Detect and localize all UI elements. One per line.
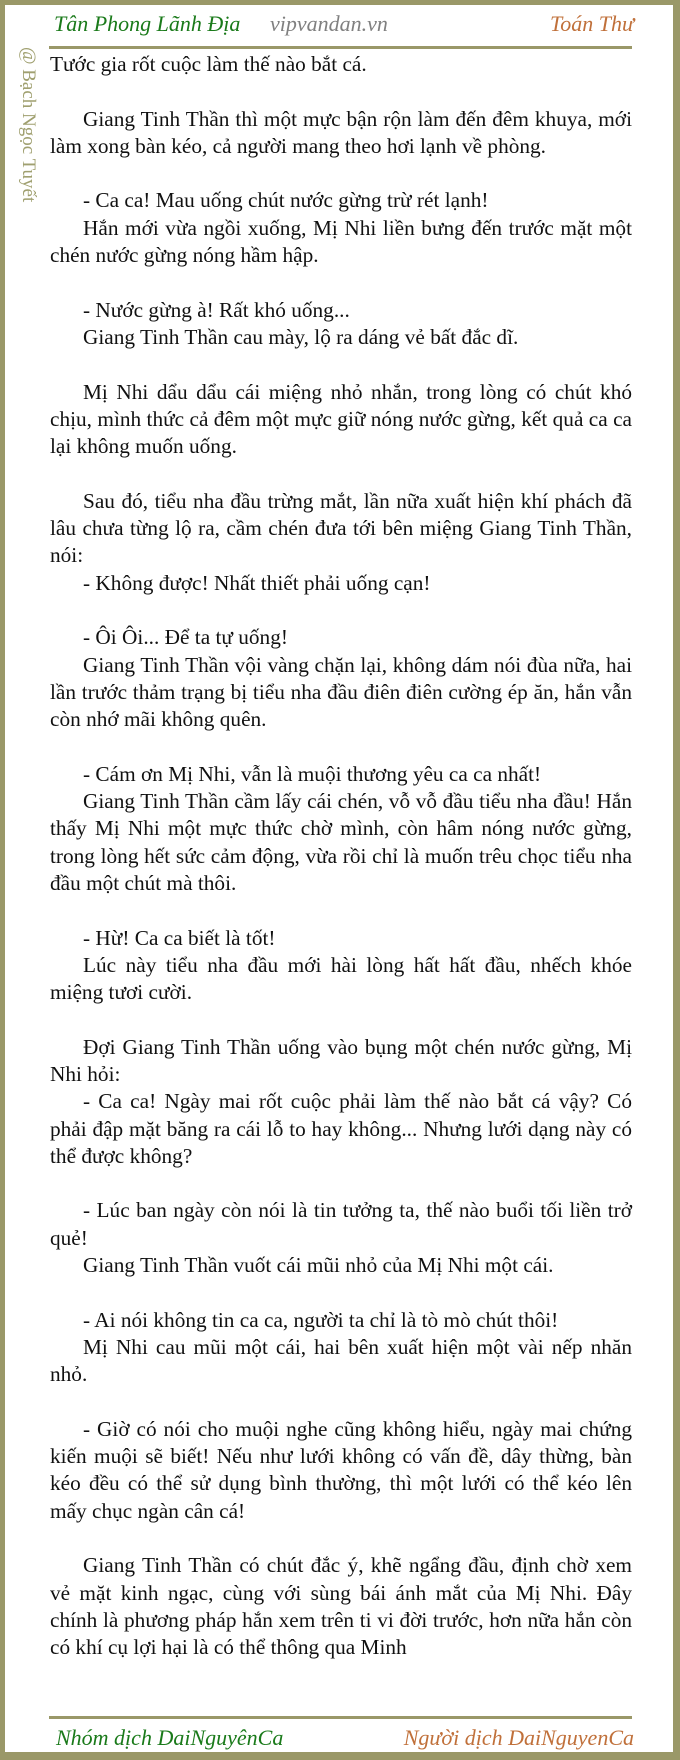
header-divider (49, 46, 632, 49)
paragraph: Giang Tinh Thần thì một mực bận rộn làm đến đêm khuya, mới làm xong bàn kéo, cả người mang theo hơi lạnh về phòng. (50, 106, 632, 158)
watermark-text: @ Bạch Ngọc Tuyết (18, 47, 39, 203)
paragraph: Mị Nhi cau mũi một cái, hai bên xuất hiện một vài nếp nhăn nhỏ. (50, 1334, 632, 1387)
paragraph-gap (50, 351, 632, 378)
paragraph-gap (50, 1170, 632, 1197)
paragraph: - Nước gừng à! Rất khó uống... (83, 297, 350, 322)
page-footer (54, 1725, 634, 1755)
paragraph: - Ôi Ôi... Để ta tự uống! (83, 625, 288, 650)
paragraph: - Cám ơn Mị Nhi, vẫn là muội thương yêu ca ca nhất! (83, 761, 542, 786)
paragraph: Sau đó, tiểu nha đầu trừng mắt, lần nữa xuất hiện khí phách đã lâu chưa từng lộ ra, cầm chén đưa tới bên miệng Giang Tinh Thần, nói: (50, 488, 632, 568)
paragraph: - Ca ca! Mau uống chút nước gừng trừ rét lạnh! (83, 188, 489, 213)
author-name: Toán Thư (550, 11, 634, 36)
paragraph-gap (50, 1525, 632, 1552)
paragraph: Giang Tinh Thần cầm lấy cái chén, vỗ vỗ đầu tiểu nha đầu! Hắn thấy Mị Nhi một mực thức chờ mình, còn hâm nóng nước gừng, trong lòng hết sức cảm động, vừa rồi chỉ là muốn trêu chọc tiểu nha đầu một chút mà thôi. (50, 789, 632, 895)
paragraph-gap (50, 460, 632, 487)
paragraph: - Không được! Nhất thiết phải uống cạn! (83, 570, 431, 595)
paragraph: - Lúc ban ngày còn nói là tin tưởng ta, thế nào buổi tối liền trở quẻ! (50, 1198, 632, 1250)
page (5, 5, 673, 1752)
paragraph: Giang Tinh Thần cau mày, lộ ra dáng vẻ bất đắc dĩ. (83, 324, 519, 349)
chapter-text (50, 51, 632, 1662)
page-header (54, 5, 634, 47)
paragraph: - Ca ca! Ngày mai rốt cuộc phải làm thế nào bắt cá vậy? Có phải đập mặt băng ra cái lỗ to hay không... Nhưng lưới dạng này có thể được không? (50, 1089, 632, 1168)
paragraph: - Hừ! Ca ca biết là tốt! (83, 925, 276, 950)
paragraph: Giang Tinh Thần vuốt cái mũi nhỏ của Mị Nhi một cái. (83, 1253, 554, 1278)
watermark (15, 47, 41, 257)
paragraph-gap (50, 1389, 632, 1416)
paragraph: Lúc này tiểu nha đầu mới hài lòng hất hất đầu, nhếch khóe miệng tươi cười. (50, 952, 632, 1005)
paragraph: - Giờ có nói cho muội nghe cũng không hiểu, ngày mai chứng kiến muội sẽ biết! Nếu như lưới không có vấn đề, dây thừng, bàn kéo đều có thể sử dụng bình thường, thì một lưới có thể kéo lên mấy chục ngàn cân cá! (50, 1416, 632, 1523)
paragraph-gap (50, 897, 632, 924)
paragraph: Giang Tinh Thần có chút đắc ý, khẽ ngẩng đầu, định chờ xem vẻ mặt kinh ngạc, cùng với sùng bái ánh mắt của Mị Nhi. Đây chính là phương pháp hắn xem trên ti vi đời trước, hơn nữa hắn còn có khí cụ lợi hại là có thể thông qua Minh (50, 1553, 632, 1660)
site-name: vipvandan.vn (270, 11, 388, 36)
paragraph: - Ai nói không tin ca ca, người ta chỉ là tò mò chút thôi! (83, 1307, 559, 1332)
paragraph: Hắn mới vừa ngồi xuống, Mị Nhi liền bưng đến trước mặt một chén nước gừng nóng hầm hập. (50, 215, 632, 268)
footer-divider (49, 1716, 632, 1719)
paragraph-gap (50, 269, 632, 296)
paragraph: Mị Nhi dẩu dẩu cái miệng nhỏ nhắn, trong lòng có chút khó chịu, mình thức cả đêm một mực giữ nóng nước gừng, kết quả ca ca lại không muốn uống. (50, 379, 632, 459)
translation-group: Nhóm dịch DaiNguyênCa (56, 1725, 284, 1750)
paragraph-gap (50, 1006, 632, 1033)
paragraph: Đợi Giang Tinh Thần uống vào bụng một chén nước gừng, Mị Nhi hỏi: (50, 1034, 632, 1086)
paragraph-gap (50, 597, 632, 624)
paragraph-gap (50, 733, 632, 760)
paragraph: Tước gia rốt cuộc làm thế nào bắt cá. (50, 52, 367, 76)
book-title: Tân Phong Lãnh Địa (54, 11, 241, 36)
paragraph-gap (50, 160, 632, 187)
paragraph: Giang Tinh Thần vội vàng chặn lại, không dám nói đùa nữa, hai lần trước thảm trạng bị tiểu nha đầu điên điên cường ép ăn, hắn vẫn còn nhớ mãi không quên. (50, 652, 632, 732)
paragraph-gap (50, 78, 632, 105)
paragraph-gap (50, 1279, 632, 1306)
translator-name: Người dịch DaiNguyenCa (403, 1725, 634, 1750)
